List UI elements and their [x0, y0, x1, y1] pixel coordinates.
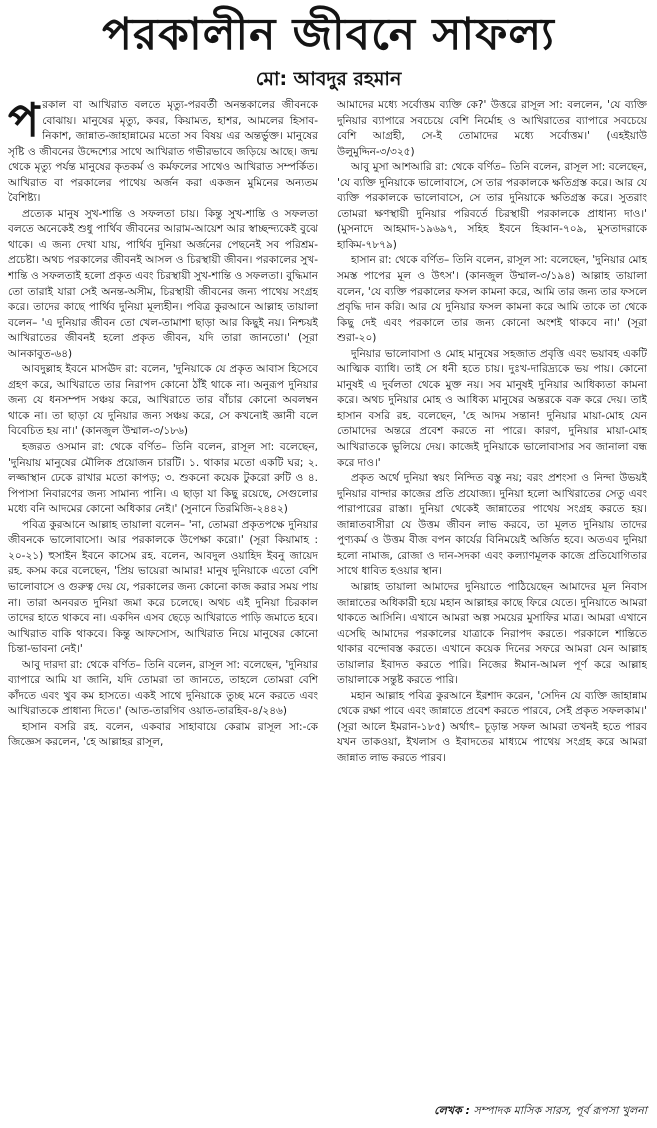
paragraph-text: রকাল বা আখিরাত বলতে মৃত্যু-পরবর্তী অনন্তকালের জীবনকে বোঝায়। মানুষের মৃত্যু, কবর, কিয়ামত, হাশর, আমলের হিসাব-নিকাশ, জান্নাত-জাহান্নামের মতো সব বিষয় এর অন্তর্ভুক্ত। মানুষের সৃষ্টি ও জীবনের উদ্দেশ্যের সাথে আখিরাত গভীরভাবে জড়িয়ে আছে। জন্ম থেকে মৃত্যু পর্যন্ত মানুষের কৃতকর্ম ও কর্মফলের সাথেও আখিরাত সম্পর্কিত। আখিরাত বা পরকালের পাথেয় অর্জন করা একজন মুমিনের অন্যতম বৈশিষ্ট্য।	[8, 99, 318, 205]
paragraph-left-5: পবিত্র কুরআনে আল্লাহ তায়ালা বলেন– 'না, তোমরা প্রকৃতপক্ষে দুনিয়ার জীবনকে ভালোবাসো। আর পরকালকে উপেক্ষা করো।' (সূরা কিয়ামাহ : ২০-২১) হুসাইন ইবনে কাসেম রহ. বলেন, আবদুল ওয়াহিদ ইবনু জায়েদ রহ. কসম করে বলেছেন, 'প্রিয় ভায়েরা আমার! মানুষ দুনিয়াকে এতো বেশি ভালোবাসে ও গুরুত্ব দেয় যে, পরকালের জন্য কোনো কাজ করার সময় পায় না। তারা অনবরত দুনিয়া জমা করে চলেছে। অথচ এই দুনিয়া চিরকাল তাদের হাতে থাকবে না। একদিন এসব ছেড়ে আখিরাতে পাড়ি জমাতে হবে। আখিরাত বাকি থাকবে। কিন্তু আফসোস, আখিরাত নিয়ে মানুষের কোনো চিন্তা-ভাবনা নেই।'	[8, 518, 318, 656]
author-label: লেখক :	[434, 1104, 470, 1117]
article-title: পরকালীন জীবনে সাফল্য	[102, 9, 555, 60]
paragraph-right-3: হাসান রা: থেকে বর্ণিত– তিনি বলেন, রাসূল সা: বলেছেন, 'দুনিয়ার মোহ সমস্ত পাপের মূল ও উৎস'। (কানজুল উম্মাল-৩/১৯৪) আল্লাহ তায়ালা বলেন, 'যে ব্যক্তি পরকালের ফসল কামনা করে, আমি তার জন্য তার ফসলে প্রবৃদ্ধি দান করি। আর যে দুনিয়ার ফসল কামনা করে আমি তাকে তা থেকে কিছু দেই এবং পরকালে তার জন্য কোনো অংশই থাকবে না।' (সূরা শুরা-২০)	[337, 254, 647, 345]
author-info: সম্পাদক মাসিক সারস, পূর্ব রূপসা খুলনা	[473, 1104, 647, 1117]
paragraph-left-1	[8, 98, 318, 207]
paragraph-right-4: দুনিয়ার ভালোবাসা ও মোহ মানুষের সহজাত প্রবৃত্তি এবং ভয়াবহ একটি আত্মিক ব্যাধি। তাই সে ধনী হতে চায়। দুঃখ-দারিদ্র্যকে ভয় পায়। কোনো মানুষই এ দুর্বলতা থেকে মুক্ত নয়। সব মানুষই দুনিয়ার আধিক্যতা কামনা করে। অথচ দুনিয়ার মোহ ও আধিক্য মানুষের অন্তরকে বক্র করে দেয়। তাই হাসান বসরি রহ. বলেছেন, 'হে আদম সন্তান! দুনিয়ার মায়া-মোহ যেন তোমাদের অন্তরে প্রবেশ করতে না পারে। কারণ, দুনিয়ার মায়া-মোহ আখিরাতকে ভুলিয়ে দেয়। কাজেই দুনিয়াকে ভালোবাসার সব জানালা বন্ধ করে দাও।'	[337, 347, 647, 469]
paragraph-right-5: প্রকৃত অর্থে দুনিয়া স্বয়ং নিন্দিত বস্তু নয়; বরং প্রশংসা ও নিন্দা উভয়ই দুনিয়ার বান্দার কাজের প্রতি প্রযোজ্য। দুনিয়া হলো আখিরাতের সেতু এবং পারাপারের রাস্তা। দুনিয়া থেকেই জান্নাতের পাথেয় সংগ্রহ করতে হয়। জান্নাতবাসীরা যে উত্তম জীবন লাভ করবে, তা মূলত দুনিয়ায় তাদের পুণ্যকর্ম ও উত্তম বীজ বপন কার্যের বিনিময়েই অর্জিত হবে। অতএব দুনিয়া হলো নামাজ, রোজা ও দান-সদকা এবং কল্যাণমূলক কাজে প্রতিযোগিতার সাথে ধাবিত হওয়ার স্থান।	[337, 472, 647, 578]
left-column	[8, 98, 318, 1098]
paragraph-left-2: প্রত্যেক মানুষ সুখ-শান্তি ও সফলতা চায়। কিন্তু সুখ-শান্তি ও সফলতা বলতে অনেকেই শুধু পার্থিব জীবনের আরাম-আয়েশ আর স্বাচ্ছন্দ্যকেই বুঝে থাকে। এ জন্য দেখা যায়, পার্থিব দুনিয়া অর্জনের পেছনেই সব পরিশ্রম-প্রচেষ্টা। অথচ পরকালের জীবনই আসল ও চিরস্থায়ী জীবন। পরকালের সুখ-শান্তি ও সফলতাই হলো প্রকৃত এবং চিরস্থায়ী সুখ-শান্তি ও সফলতা। বুদ্ধিমান তো তারাই যারা সেই অনন্ত-অসীম, চিরস্থায়ী জীবনের জন্য পাথেয় সংগ্রহ করে। তাদের কাছে পার্থিব দুনিয়া মূল্যহীন। পবিত্র কুরআনে আল্লাহ তায়ালা বলেন– 'এ দুনিয়ার জীবন তো খেল-তামাশা ছাড়া আর কিছুই নয়। নিশ্চয়ই আখিরাতের জীবনই হলো প্রকৃত জীবন, যদি তারা জানতো।' (সূরা আনকাবুত-৬৪)	[8, 207, 318, 360]
paragraph-right-2: আবু মুসা আশআরি রা: থেকে বর্ণিত– তিনি বলেন, রাসূল সা: বলেছেন, 'যে ব্যক্তি দুনিয়াকে ভালোবাসে, সে তার পরকালকে ক্ষতিগ্রস্ত করে। আর যে ব্যক্তি পরকালকে ভালোবাসে, সে তার দুনিয়াকে ক্ষতিগ্রস্ত করে। সুতরাং তোমরা ক্ষণস্থায়ী দুনিয়ার পরিবর্তে চিরস্থায়ী পরকালকে প্রাধান্য দাও।' (মুসনাদে আহমাদ-১৯৬৯৭, সহিহ ইবনে হিব্বান-৭০৯, মুসতাদরাকে হাকিম-৭৮৭৯)	[337, 161, 647, 251]
paragraph-left-7: হাসান বসরি রহ. বলেন, একবার সাহাবায়ে কেরাম রাসূল সা:-কে জিজ্ঞেস করলেন, 'হে আল্লাহর রাসূল,	[8, 720, 318, 749]
paragraph-right-6: আল্লাহ তায়ালা আমাদের দুনিয়াতে পাঠিয়েছেন আমাদের মূল নিবাস জান্নাতের অধিকারী হয়ে মহান আল্লাহর কাছে ফিরে যেতে। দুনিয়াতে আমরা থাকতে আসিনি। এখানে আমরা অল্প সময়ের মুসাফির মাত্র। আমরা এখানে এসেছি আমাদের পরকালের যাত্রাকে নিরাপদ করতে। পরকালে শান্তিতে থাকার বন্দোবস্ত করতে। এখানে কয়েক দিনের সফরে আমরা যেন আল্লাহ তায়ালার ইবাদত করতে পারি। নিজের ঈমান-আমল পূর্ণ করে আল্লাহ তায়ালাকে সন্তুষ্ট করতে পারি।	[337, 580, 647, 687]
paragraph-right-1: আমাদের মধ্যে সর্বোত্তম ব্যক্তি কে?' উত্তরে রাসূল সা: বললেন, 'যে ব্যক্তি দুনিয়ার ব্যাপারে সবচেয়ে বেশি নির্মোহ ও আখিরাতের ব্যাপারে সবচেয়ে বেশি আগ্রহী, সে-ই তোমাদের মধ্যে সর্বোত্তম।' (এহইয়াউ উলুমুদ্দিন-৩/৩২৫)	[337, 99, 647, 158]
paragraph-left-4: হজরত ওসমান রা: থেকে বর্ণিত– তিনি বলেন, রাসূল সা: বলেছেন, 'দুনিয়ায় মানুষের মৌলিক প্রয়োজন চারটি। ১. থাকার মতো একটি ঘর; ২. লজ্জাস্থান ঢেকে রাখার মতো কাপড়; ৩. শুকনো কয়েক টুকরো রুটি ও ৪. পিপাসা নিবারণের জন্য সামান্য পানি। এ ছাড়া যা কিছু রয়েছে, সেগুলোর মধ্যে বনি আদমের কোনো অধিকার নেই।' (সুনানে তিরমিজি-২৪৪২)	[8, 441, 318, 516]
article-byline: মো: আবদুর রহমান	[255, 68, 402, 90]
right-column	[337, 98, 647, 1098]
paragraph-left-3: আবদুল্লাহ ইবনে মাসঊদ রা: বলেন, 'দুনিয়াকে যে প্রকৃত আবাস হিসেবে গ্রহণ করে, আখিরাতে তার নিরাপদ কোনো ঠাঁই থাকে না। অনুরূপ দুনিয়ার জন্য যে ধনসম্পদ সঞ্চয় করে, আখিরাতে তার বাঁচার কোনো অবলম্বন থাকে না। তা ছাড়া যে দুনিয়ার জন্য সঞ্চয় করে, সে কখনোই জ্ঞানী বলে বিবেচিত হয় না।' (কানজুল উম্মাল-৩/১৮৬)	[8, 363, 318, 438]
paragraph-left-6: আবু দারদা রা: থেকে বর্ণিত– তিনি বলেন, রাসূল সা: বলেছেন, 'দুনিয়ার ব্যাপারে আমি যা জানি, যদি তোমরা তা জানতে, তাহলে তোমরা বেশি কাঁদতে এবং খুব কম হাসতে। একই সাথে দুনিয়াকে তুচ্ছ মনে করতে এবং আখিরাতকে প্রাধান্য দিতে।' (আত-তারগিব ওয়াত-তারহিব-৪/২৪৬)	[8, 658, 318, 718]
drop-cap: প	[8, 98, 40, 147]
author-note	[337, 1102, 647, 1120]
paragraph-right-7: মহান আল্লাহ পবিত্র কুরআনে ইরশাদ করেন, 'সেদিন যে ব্যক্তি জাহান্নাম থেকে রক্ষা পাবে এবং জান্নাতে প্রবেশ করতে পারবে, সেই প্রকৃত সফলকাম।' (সূরা আলে ইমরান-১৮৫) অর্থাৎ– চূড়ান্ত সফল আমরা তখনই হতে পারব যখন তাকওয়া, ইখলাস ও ইবাদতের মাধ্যমে পাথেয় সংগ্রহ করে আমরা জান্নাত লাভ করতে পারব।	[337, 689, 647, 764]
